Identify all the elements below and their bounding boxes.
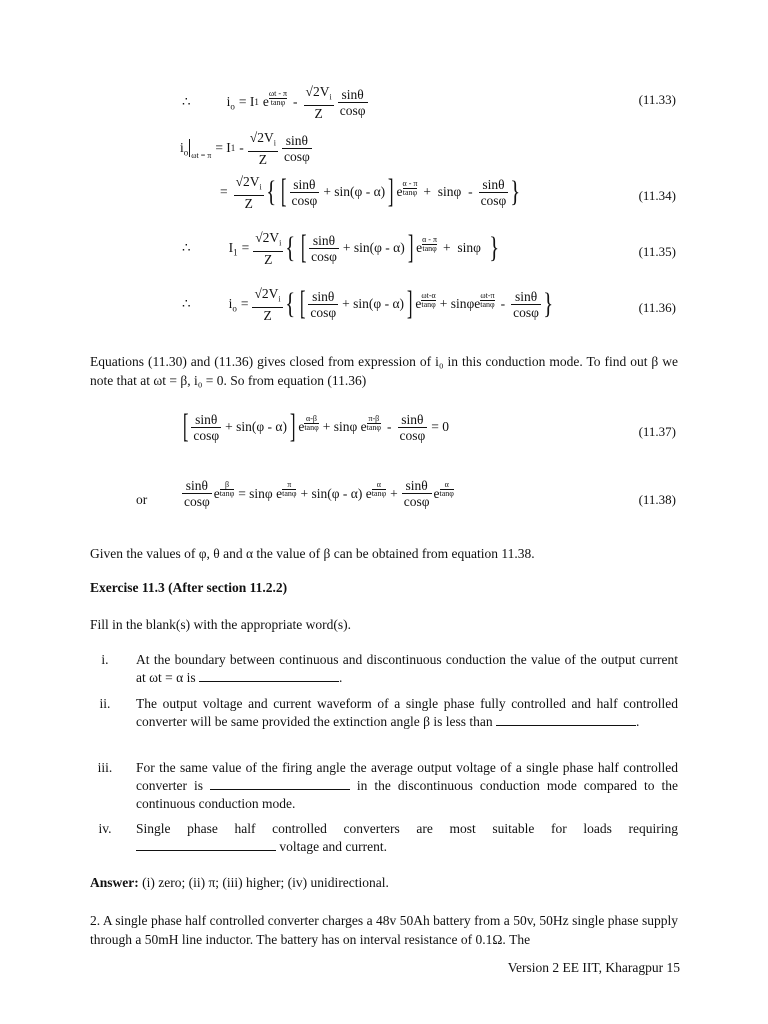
coefficient-fraction: $\frac{√2V_i}{Z}$ — [305, 84, 332, 121]
sin-cos-fraction: $\frac{\sin\theta}{\cos\varphi}$ — [339, 86, 366, 118]
sin-cos-fraction-2: $\frac{\sin\theta}{\cos\varphi}$ — [513, 288, 539, 320]
exponent-2: π tanφ — [282, 480, 297, 498]
list-item: iii. For the same value of the firing angle the average output voltage of a single phase half controlled converter is in the discontinuous conduction mode compared to the continuous conduction mode. — [90, 759, 678, 813]
list-item: i. At the boundary between continuous and discontinuous conduction the value of the output current at ωt = α is . — [90, 651, 678, 687]
or-label: or — [136, 492, 148, 507]
equation-number: (11.38) — [638, 492, 676, 507]
sin-cos-fraction: $\frac{\sin\theta}{\cos\varphi}$ — [283, 132, 310, 164]
equation-boundary: $i_o$ $_{\omega t = \pi}$ = I 1 - $\frac{√2V_i}{Z}$ $\frac{\sin\theta}{\cos\varphi}$ — [180, 130, 310, 167]
sin-cos-fraction: $\frac{\sin\theta}{\cos\varphi}$ — [184, 478, 210, 509]
equation-11-33: ∴ $i_o$ = I 1 e ωt - π tanφ - $\frac{√2V_i}{Z}$ $\frac{\sin\theta}{\cos\varphi}$ (11.33) — [182, 84, 676, 121]
equation-number: (11.37) — [638, 424, 676, 439]
blank-line — [136, 838, 276, 851]
list-item: ii. The output voltage and current waveform of a single phase fully controlled and half controlled converter will be same provided the extinction angle β is less than . — [90, 695, 678, 749]
coefficient-fraction: $\frac{√2V_i}{Z}$ — [254, 286, 281, 323]
answer-line — [90, 873, 678, 892]
item-marker: ii. — [99, 696, 111, 711]
blank-line — [210, 777, 350, 790]
item-marker: iii. — [97, 760, 113, 775]
exponent: α-β tanφ — [304, 413, 319, 432]
sin-cos-fraction-2: $\frac{\sin\theta}{\cos\varphi}$ — [480, 176, 507, 208]
sin-cos-fraction: $\frac{\sin\theta}{\cos\varphi}$ — [310, 288, 337, 320]
equation-number: (11.33) — [638, 92, 676, 107]
equation-11-34: = $\frac{√2V_i}{Z}$ { [ $\frac{\sin\theta}{\cos\varphi}$ + sin(φ - α) ] e α - π tanφ + sinφ - $\frac{\sin\theta}{\cos\varphi}$ } (11.34) — [220, 173, 676, 211]
coefficient-fraction: $\frac{√2V_i}{Z}$ — [255, 230, 282, 267]
exponent: α - π tanφ — [402, 178, 418, 197]
equation-11-37: [ $\frac{\sin\theta}{\cos\varphi}$ + sin(φ - α) ] e α-β tanφ + sinφ e π-β tanφ - $\frac{\sin\theta}{\cos\varphi}$ = 0 (11.37) — [182, 408, 676, 445]
exponent-4: α tanφ — [439, 480, 454, 498]
list-item: iv. Single phase half controlled converters are most suitable for loads requiring voltage and current. — [90, 820, 678, 856]
exponent: ωt - π tanφ — [268, 88, 288, 107]
equation-11-35: ∴ $I_1$ = $\frac{√2V_i}{Z}$ { [ $\frac{\sin\theta}{\cos\varphi}$ + sin(φ - α) ] e α - π tanφ + sinφ } (11.35) — [182, 229, 676, 267]
equation-number: (11.35) — [638, 244, 676, 259]
blank-line — [496, 713, 636, 726]
paragraph-given-values: Given the values of φ, θ and α the value of β can be obtained from equation 11.38. — [90, 546, 535, 561]
eq-lhs: $i_o$ — [226, 93, 235, 112]
problem-2-text: 2. A single phase half controlled converter charges a 48v 50Ah battery from a 50v, 50Hz single phase supply through a 50mH line inductor. The battery has on interval resistance of 0.1Ω. The — [90, 913, 678, 947]
exponent: α - π tanφ — [422, 234, 437, 253]
sin-cos-fraction: $\frac{\sin\theta}{\cos\varphi}$ — [311, 232, 337, 264]
eq-lhs: $I_1$ — [228, 239, 238, 258]
equation-11-38: or $\frac{\sin\theta}{\cos\varphi}$ e $\frac{\beta}{\tan\varphi}$ = sinφ e π tanφ + sin(φ - α) e α tanφ + $\frac{\sin\theta}{\cos\varphi}$ e α tanφ (11.38) — [136, 478, 676, 509]
instruction-text: Fill in the blank(s) with the appropriate word(s). — [90, 617, 351, 632]
sin-cos-fraction: $\frac{\sin\theta}{\cos\varphi}$ — [193, 411, 220, 443]
exercise-title: Exercise 11.3 (After section 11.2.2) — [90, 580, 288, 595]
item-marker: i. — [101, 652, 109, 667]
exponent-2: ωt-π tanφ — [480, 290, 495, 309]
equation-number: (11.36) — [638, 300, 676, 315]
answer-text: (i) zero; (ii) π; (iii) higher; (iv) unidirectional. — [138, 875, 389, 890]
page-footer: Version 2 EE IIT, Kharagpur 15 — [507, 960, 680, 975]
equation-11-36: ∴ $i_o$ = $\frac{√2V_i}{Z}$ { [ $\frac{\sin\theta}{\cos\varphi}$ + sin(φ - α) ] e ωt-α tanφ + sinφe ωt-π tanφ - $\frac{\sin\theta}{\cos\varphi}$ } (11.36) — [182, 285, 676, 323]
eq-lhs: $i_o$ — [180, 139, 189, 158]
therefore-symbol: ∴ — [182, 94, 191, 110]
sin-cos-fraction: $\frac{\sin\theta}{\cos\varphi}$ — [291, 176, 318, 208]
coefficient-fraction: $\frac{√2V_i}{Z}$ — [249, 130, 276, 167]
answer-label: Answer: — [90, 875, 139, 890]
exponent-3: α tanφ — [371, 480, 387, 498]
paragraph-closed-form: Equations (11.30) and (11.36) gives closed from expression of i₀ in this conduction mode. To find out β we note that at ωt = β, i₀ = 0. So from equation (11.36) — [90, 354, 678, 388]
exponent: $\frac{\beta}{\tan\varphi}$ — [219, 480, 235, 498]
sin-cos-fraction-2: $\frac{\sin\theta}{\cos\varphi}$ — [399, 411, 426, 443]
item-marker: iv. — [98, 821, 112, 836]
coefficient-fraction: $\frac{√2V_i}{Z}$ — [235, 174, 262, 211]
exponent-2: π-β tanφ — [366, 413, 381, 432]
equation-number: (11.34) — [638, 188, 676, 203]
exponent: ωt-α tanφ — [421, 290, 436, 309]
blank-line — [199, 669, 339, 682]
sin-cos-fraction-2: $\frac{\sin\theta}{\cos\varphi}$ — [403, 478, 430, 509]
eq-lhs: $i_o$ — [228, 295, 237, 314]
